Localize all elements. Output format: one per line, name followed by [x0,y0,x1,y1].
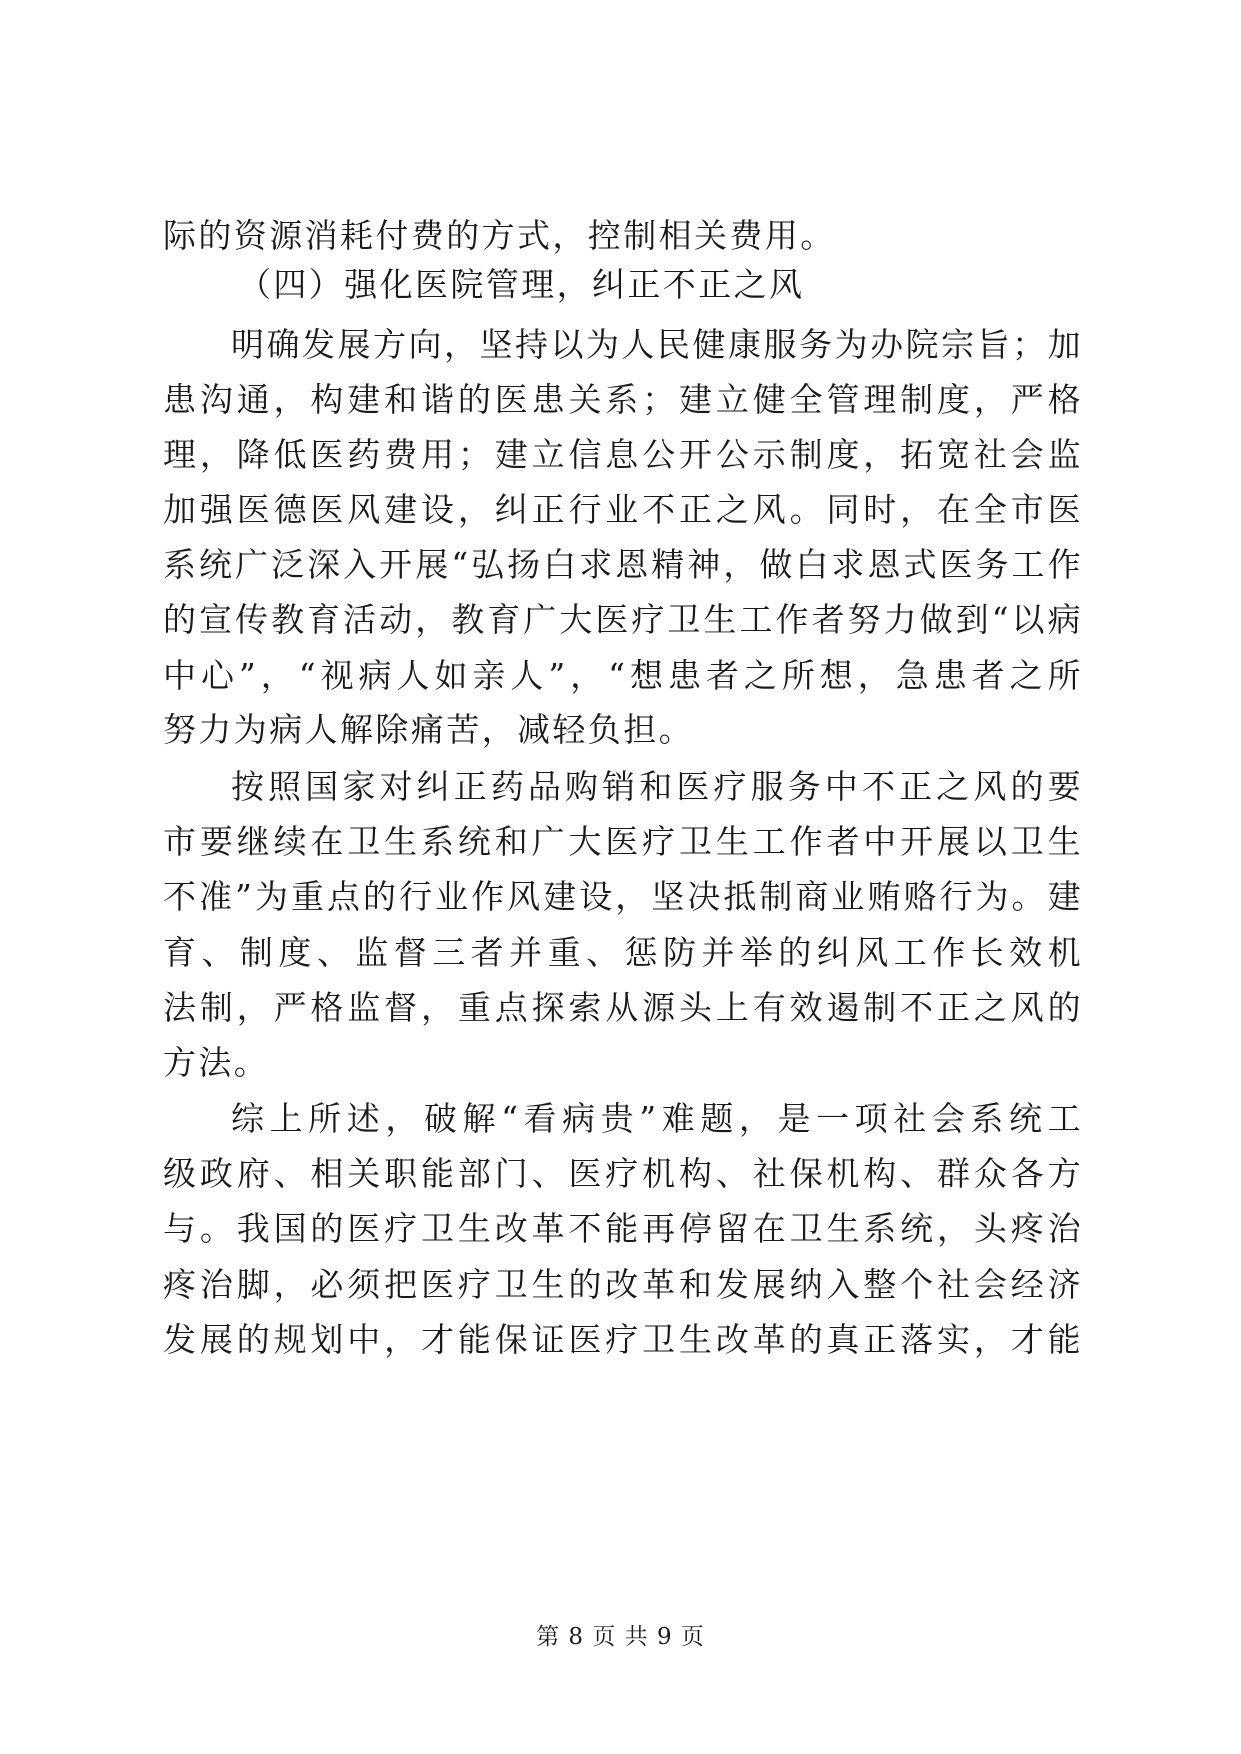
text-line: 法制，严格监督，重点探索从源头上有效遏制不正之风的 [163,988,1083,1027]
text-line: 育、制度、监督三者并重、惩防并举的纠风工作长效机 [163,933,1083,972]
text-line: 加强医德医风建设，纠正行业不正之风。同时，在全市医 [163,490,1083,529]
text-line: 疼治脚，必须把医疗卫生的改革和发展纳入整个社会经济 [163,1265,1083,1304]
text-line: 不准”为重点的行业作风建设，坚决抵制商业贿赂行为。建 [163,877,1083,916]
text-line: 患沟通，构建和谐的医患关系；建立健全管理制度，严格 [163,380,1083,419]
text-line: 中心”，“视病人如亲人”，“想患者之所想，急患者之所 [163,656,1083,695]
page-number-footer: 第 8 页 共 9 页 [536,1624,705,1650]
text-line: 与。我国的医疗卫生改革不能再停留在卫生系统，头疼治 [163,1209,1083,1248]
text-line: 级政府、相关职能部门、医疗机构、社保机构、群众各方 [163,1154,1083,1193]
text-line: 系统广泛深入开展“弘扬白求恩精神，做白求恩式医务工作 [163,545,1083,584]
text-line: 方法。 [163,1043,270,1082]
text-line: 明确发展方向，坚持以为人民健康服务为办院宗旨；加 [231,325,1083,364]
text-line: 的宣传教育活动，教育广大医疗卫生工作者努力做到“以病 [163,600,1083,639]
text-line: 努力为病人解除痛苦，减轻负担。 [163,710,694,749]
text-line: 按照国家对纠正药品购销和医疗服务中不正之风的要 [231,767,1083,806]
section-heading: （四）强化医院管理，纠正不正之风 [238,265,805,304]
text-line: 发展的规划中，才能保证医疗卫生改革的真正落实，才能 [163,1320,1083,1359]
text-line: 综上所述，破解“看病贵”难题，是一项社会系统工 [231,1099,1083,1138]
text-line: 际的资源消耗付费的方式，控制相关费用。 [163,216,836,255]
text-line: 理，降低医药费用；建立信息公开公示制度，拓宽社会监 [163,435,1083,474]
text-line: 市要继续在卫生系统和广大医疗卫生工作者中开展以卫生 [163,822,1083,861]
